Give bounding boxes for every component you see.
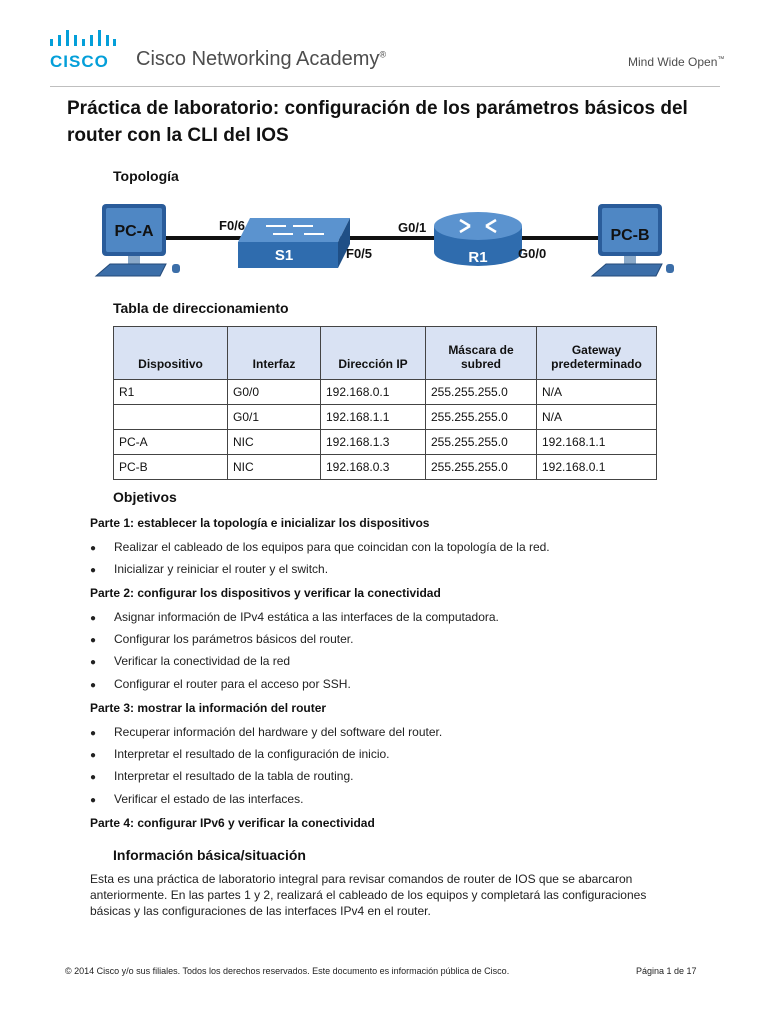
list-item: ● Verificar el estado de las interfaces. xyxy=(90,792,304,806)
table-cell: N/A xyxy=(537,380,657,405)
part-1-title: Parte 1: establecer la topología e inicializar los dispositivos xyxy=(90,516,430,530)
table-cell: 255.255.255.0 xyxy=(426,405,537,430)
switch-s1-icon xyxy=(238,218,350,268)
addressing-table xyxy=(113,326,657,480)
table-cell: NIC xyxy=(228,430,321,455)
list-item: ● Interpretar el resultado de la configuración de inicio. xyxy=(90,747,390,761)
table-row xyxy=(114,380,657,405)
table-row xyxy=(114,430,657,455)
header-divider xyxy=(50,86,720,87)
list-item: ● Interpretar el resultado de la tabla de routing. xyxy=(90,769,354,783)
list-item: ● Configurar los parámetros básicos del router. xyxy=(90,632,354,646)
addressing-heading: Tabla de direccionamiento xyxy=(113,300,289,316)
r1-label: R1 xyxy=(468,249,488,266)
table-cell: PC-B xyxy=(114,455,228,480)
background-heading: Información básica/situación xyxy=(113,847,306,863)
table-cell: NIC xyxy=(228,455,321,480)
table-cell: 192.168.0.3 xyxy=(321,455,426,480)
topology-diagram xyxy=(88,196,688,296)
table-row xyxy=(114,455,657,480)
table-cell: 192.168.0.1 xyxy=(537,455,657,480)
table-cell: 255.255.255.0 xyxy=(426,430,537,455)
table-cell: 192.168.1.1 xyxy=(537,430,657,455)
list-item: ● Verificar la conectividad de la red xyxy=(90,654,291,668)
table-cell: 192.168.0.1 xyxy=(321,380,426,405)
table-cell: 255.255.255.0 xyxy=(426,380,537,405)
column-header: Máscara de subred xyxy=(426,327,537,380)
part-2-title: Parte 2: configurar los dispositivos y verificar la conectividad xyxy=(90,586,441,600)
cisco-logo-bars xyxy=(50,30,116,52)
table-cell: R1 xyxy=(114,380,228,405)
list-item: ● Asignar información de IPv4 estática a las interfaces de la computadora. xyxy=(90,610,499,624)
s1-label: S1 xyxy=(274,247,294,264)
academy-name: Cisco Networking Academy® xyxy=(136,48,387,70)
topology-heading: Topología xyxy=(113,168,179,184)
port-f0-6: F0/6 xyxy=(219,218,246,233)
part-3-title: Parte 3: mostrar la información del router xyxy=(90,701,327,715)
pc-b-label: PC-B xyxy=(610,227,650,244)
column-header: Interfaz xyxy=(228,327,321,380)
list-item: ● Inicializar y reiniciar el router y el switch. xyxy=(90,562,329,576)
column-header: Dispositivo xyxy=(114,327,228,380)
cisco-logo-text: CISCO xyxy=(50,52,109,71)
table-cell: PC-A xyxy=(114,430,228,455)
pc-a-label: PC-A xyxy=(114,223,154,240)
table-cell: 255.255.255.0 xyxy=(426,455,537,480)
column-header: Gateway predeterminado xyxy=(537,327,657,380)
port-g0-0: G0/0 xyxy=(518,246,547,261)
column-header: Dirección IP xyxy=(321,327,426,380)
port-g0-1: G0/1 xyxy=(398,220,427,235)
footer-copyright: © 2014 Cisco y/o sus filiales. Todos los derechos reservados. Este documento es información pública de Cisco. xyxy=(65,966,510,976)
objectives-heading: Objetivos xyxy=(113,489,177,505)
background-paragraph: Esta es una práctica de laboratorio integral para revisar comandos de router de IOS que se abarcaron anteriormente. En las partes 1 y 2, realizará el cableado de los equipos y completará las configuraciones básicas y las configuraciones de las interfaces IPv4 en el router. xyxy=(90,872,647,918)
table-cell: G0/1 xyxy=(228,405,321,430)
table-row xyxy=(114,405,657,430)
router-r1-icon xyxy=(434,212,522,266)
table-header-row xyxy=(114,327,657,380)
table-cell: 192.168.1.1 xyxy=(321,405,426,430)
tagline: Mind Wide Open™ xyxy=(628,55,725,69)
table-cell: G0/0 xyxy=(228,380,321,405)
list-item: ● Realizar el cableado de los equipos para que coincidan con la topología de la red. xyxy=(90,540,550,554)
document-title: Práctica de laboratorio: configuración de los parámetros básicos del router con la CLI del IOS xyxy=(67,98,688,146)
table-cell: N/A xyxy=(537,405,657,430)
list-item: ● Recuperar información del hardware y del software del router. xyxy=(90,725,443,739)
pc-b-icon xyxy=(592,204,674,276)
list-item: ● Configurar el router para el acceso por SSH. xyxy=(90,677,351,691)
table-cell: 192.168.1.3 xyxy=(321,430,426,455)
port-f0-5: F0/5 xyxy=(346,246,373,261)
table-cell xyxy=(114,405,228,430)
part-4-title: Parte 4: configurar IPv6 y verificar la conectividad xyxy=(90,816,375,830)
page-number: Página 1 de 17 xyxy=(636,966,697,976)
